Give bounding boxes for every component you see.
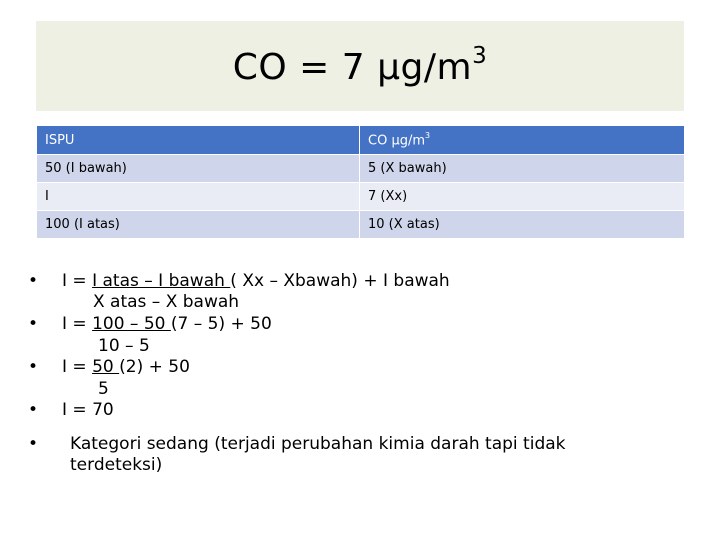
formula-line-2 xyxy=(28,314,272,334)
bullet-icon: • xyxy=(28,271,39,291)
formula-1-rest: ( Xx – Xbawah) + I bawah xyxy=(230,271,450,291)
formula-1-denominator: X atas – X bawah xyxy=(93,292,240,312)
bullet-icon: • xyxy=(28,314,39,334)
table-row xyxy=(37,183,685,211)
formula-3-prefix: I = xyxy=(62,357,93,377)
formula-2-denominator: 10 – 5 xyxy=(98,336,150,356)
formula-3-numerator: 50 xyxy=(92,357,120,377)
header-co-label: CO μg/m xyxy=(368,133,426,149)
title-banner xyxy=(36,21,684,111)
category-note-text: Kategori sedang (terjadi perubahan kimia darah tapi tidak terdeteksi) xyxy=(70,434,566,475)
formula-line-1 xyxy=(28,271,450,291)
bullet-icon: • xyxy=(28,357,39,377)
formula-3-denominator: 5 xyxy=(98,379,109,399)
header-ispu-label: ISPU xyxy=(45,132,75,148)
table-header-row xyxy=(37,126,685,155)
formula-2-prefix: I = xyxy=(62,314,93,334)
formula-line-4 xyxy=(28,400,114,420)
formula-2-numerator: 100 – 50 xyxy=(92,314,171,334)
bullet-icon: • xyxy=(28,434,39,454)
table-cell: I xyxy=(37,183,360,211)
slide-title xyxy=(232,43,488,88)
formula-line-3 xyxy=(28,357,190,377)
formula-1-numerator: I atas – I bawah xyxy=(92,271,231,291)
table-cell: 10 (X atas) xyxy=(360,211,685,239)
table-row xyxy=(37,211,685,239)
category-note xyxy=(28,434,636,476)
table-cell: 100 (I atas) xyxy=(37,211,360,239)
header-co xyxy=(360,126,685,155)
formula-3-rest: (2) + 50 xyxy=(119,357,190,377)
slide-title-text: CO = 7 μg/m xyxy=(232,47,473,88)
table-cell: 50 (I bawah) xyxy=(37,155,360,183)
header-co-superscript: 3 xyxy=(425,130,431,140)
header-ispu xyxy=(37,126,360,155)
table-row xyxy=(37,155,685,183)
bullet-icon: • xyxy=(28,400,39,420)
formula-1-prefix: I = xyxy=(62,271,93,291)
slide-title-superscript: 3 xyxy=(472,43,488,69)
table-cell: 7 (Xx) xyxy=(360,183,685,211)
table-cell: 5 (X bawah) xyxy=(360,155,685,183)
formula-4-result: I = 70 xyxy=(62,400,114,420)
ispu-table xyxy=(36,125,685,239)
formula-2-rest: (7 – 5) + 50 xyxy=(170,314,272,334)
